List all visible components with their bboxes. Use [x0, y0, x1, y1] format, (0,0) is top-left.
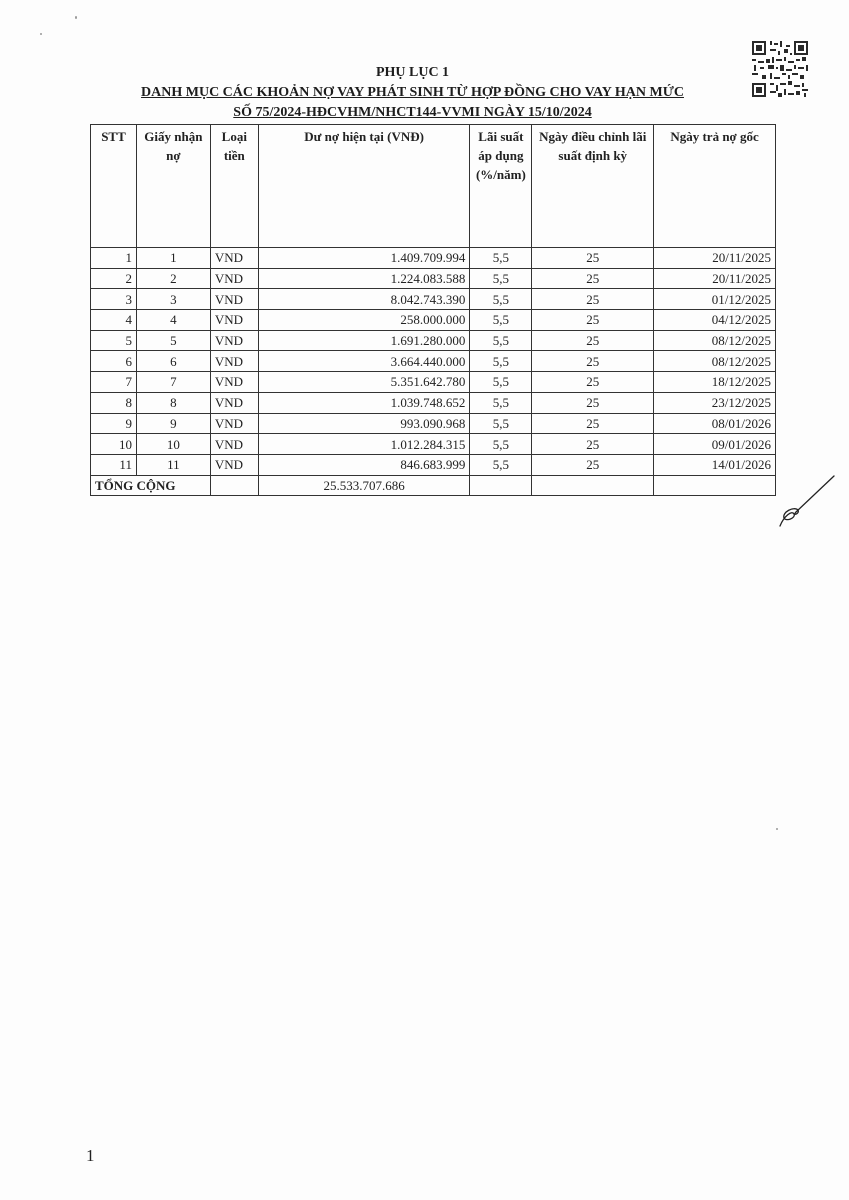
col-header-lai-suat: Lãi suất áp dụng (%/năm): [470, 125, 532, 248]
cell-loai: VND: [210, 351, 258, 372]
debt-table: [90, 124, 776, 496]
total-row: [91, 475, 776, 496]
col-header-stt: STT: [91, 125, 137, 248]
cell-tra-no: 20/11/2025: [654, 248, 776, 269]
cell-lai-suat: 5,5: [470, 434, 532, 455]
cell-dieu-chinh: 25: [532, 351, 654, 372]
cell-giay: 11: [136, 454, 210, 475]
col-header-giay-nhan-no: Giấy nhận nợ: [136, 125, 210, 248]
cell-tra-no: 18/12/2025: [654, 372, 776, 393]
cell-du-no: 258.000.000: [258, 310, 470, 331]
cell-tra-no: 23/12/2025: [654, 392, 776, 413]
cell-giay: 3: [136, 289, 210, 310]
cell-lai-suat: 5,5: [470, 413, 532, 434]
cell-stt: 2: [91, 268, 137, 289]
table-row: [91, 248, 776, 269]
cell-stt: 6: [91, 351, 137, 372]
cell-giay: 1: [136, 248, 210, 269]
cell-dieu-chinh: 25: [532, 413, 654, 434]
cell-du-no: 1.409.709.994: [258, 248, 470, 269]
cell-dieu-chinh: 25: [532, 310, 654, 331]
cell-loai: VND: [210, 392, 258, 413]
cell-giay: 2: [136, 268, 210, 289]
cell-tra-no: 20/11/2025: [654, 268, 776, 289]
cell-loai: VND: [210, 454, 258, 475]
cell-empty: [532, 475, 654, 496]
cell-tra-no: 01/12/2025: [654, 289, 776, 310]
cell-loai: VND: [210, 434, 258, 455]
signature-icon: [772, 466, 842, 536]
scan-speck: [75, 16, 77, 19]
cell-dieu-chinh: 25: [532, 248, 654, 269]
table-row: [91, 330, 776, 351]
cell-tra-no: 08/12/2025: [654, 351, 776, 372]
cell-stt: 10: [91, 434, 137, 455]
total-du-no: 25.533.707.686: [258, 475, 470, 496]
table-header-row: [91, 125, 776, 248]
cell-lai-suat: 5,5: [470, 351, 532, 372]
col-header-du-no: Dư nợ hiện tại (VNĐ): [258, 125, 470, 248]
cell-giay: 6: [136, 351, 210, 372]
contract-reference: SỐ 75/2024-HĐCVHM/NHCT144-VVMI NGÀY 15/10/2024: [233, 105, 592, 120]
table-row: [91, 268, 776, 289]
cell-loai: VND: [210, 310, 258, 331]
total-label: TỔNG CỘNG: [91, 475, 211, 496]
cell-tra-no: 08/01/2026: [654, 413, 776, 434]
cell-stt: 4: [91, 310, 137, 331]
cell-lai-suat: 5,5: [470, 248, 532, 269]
cell-giay: 9: [136, 413, 210, 434]
table-row: [91, 434, 776, 455]
cell-stt: 9: [91, 413, 137, 434]
table-row: [91, 413, 776, 434]
cell-giay: 4: [136, 310, 210, 331]
cell-du-no: 8.042.743.390: [258, 289, 470, 310]
cell-dieu-chinh: 25: [532, 372, 654, 393]
cell-dieu-chinh: 25: [532, 454, 654, 475]
col-header-ngay-dieu-chinh: Ngày điều chỉnh lãi suất định kỳ: [532, 125, 654, 248]
table-row: [91, 454, 776, 475]
cell-stt: 8: [91, 392, 137, 413]
cell-lai-suat: 5,5: [470, 330, 532, 351]
cell-du-no: 1.691.280.000: [258, 330, 470, 351]
cell-lai-suat: 5,5: [470, 289, 532, 310]
cell-giay: 10: [136, 434, 210, 455]
table-row: [91, 310, 776, 331]
cell-stt: 3: [91, 289, 137, 310]
cell-loai: VND: [210, 413, 258, 434]
cell-du-no: 1.012.284.315: [258, 434, 470, 455]
cell-empty: [210, 475, 258, 496]
cell-loai: VND: [210, 289, 258, 310]
cell-dieu-chinh: 25: [532, 434, 654, 455]
cell-du-no: 993.090.968: [258, 413, 470, 434]
cell-giay: 7: [136, 372, 210, 393]
cell-tra-no: 08/12/2025: [654, 330, 776, 351]
cell-dieu-chinh: 25: [532, 392, 654, 413]
cell-giay: 5: [136, 330, 210, 351]
qr-code-icon: [752, 41, 808, 97]
col-header-loai-tien: Loại tiền: [210, 125, 258, 248]
cell-du-no: 1.224.083.588: [258, 268, 470, 289]
cell-stt: 11: [91, 454, 137, 475]
cell-du-no: 1.039.748.652: [258, 392, 470, 413]
cell-tra-no: 04/12/2025: [654, 310, 776, 331]
cell-stt: 1: [91, 248, 137, 269]
scan-speck: [40, 33, 42, 35]
cell-empty: [654, 475, 776, 496]
cell-lai-suat: 5,5: [470, 372, 532, 393]
cell-dieu-chinh: 25: [532, 289, 654, 310]
cell-tra-no: 14/01/2026: [654, 454, 776, 475]
cell-tra-no: 09/01/2026: [654, 434, 776, 455]
cell-loai: VND: [210, 268, 258, 289]
appendix-title: PHỤ LỤC 1: [375, 65, 450, 80]
cell-stt: 5: [91, 330, 137, 351]
cell-du-no: 846.683.999: [258, 454, 470, 475]
cell-dieu-chinh: 25: [532, 268, 654, 289]
page-number: 1: [86, 1146, 95, 1165]
cell-stt: 7: [91, 372, 137, 393]
cell-dieu-chinh: 25: [532, 330, 654, 351]
table-row: [91, 372, 776, 393]
col-header-ngay-tra-no: Ngày trả nợ gốc: [654, 125, 776, 248]
table-row: [91, 392, 776, 413]
cell-du-no: 3.664.440.000: [258, 351, 470, 372]
cell-empty: [470, 475, 532, 496]
table-row: [91, 351, 776, 372]
table-row: [91, 289, 776, 310]
cell-lai-suat: 5,5: [470, 454, 532, 475]
cell-lai-suat: 5,5: [470, 392, 532, 413]
scan-speck: [776, 828, 778, 830]
appendix-subtitle: DANH MỤC CÁC KHOẢN NỢ VAY PHÁT SINH TỪ HỢP ĐỒNG CHO VAY HẠN MỨC: [141, 85, 684, 100]
cell-loai: VND: [210, 330, 258, 351]
cell-lai-suat: 5,5: [470, 310, 532, 331]
cell-du-no: 5.351.642.780: [258, 372, 470, 393]
cell-loai: VND: [210, 248, 258, 269]
cell-loai: VND: [210, 372, 258, 393]
cell-lai-suat: 5,5: [470, 268, 532, 289]
cell-giay: 8: [136, 392, 210, 413]
